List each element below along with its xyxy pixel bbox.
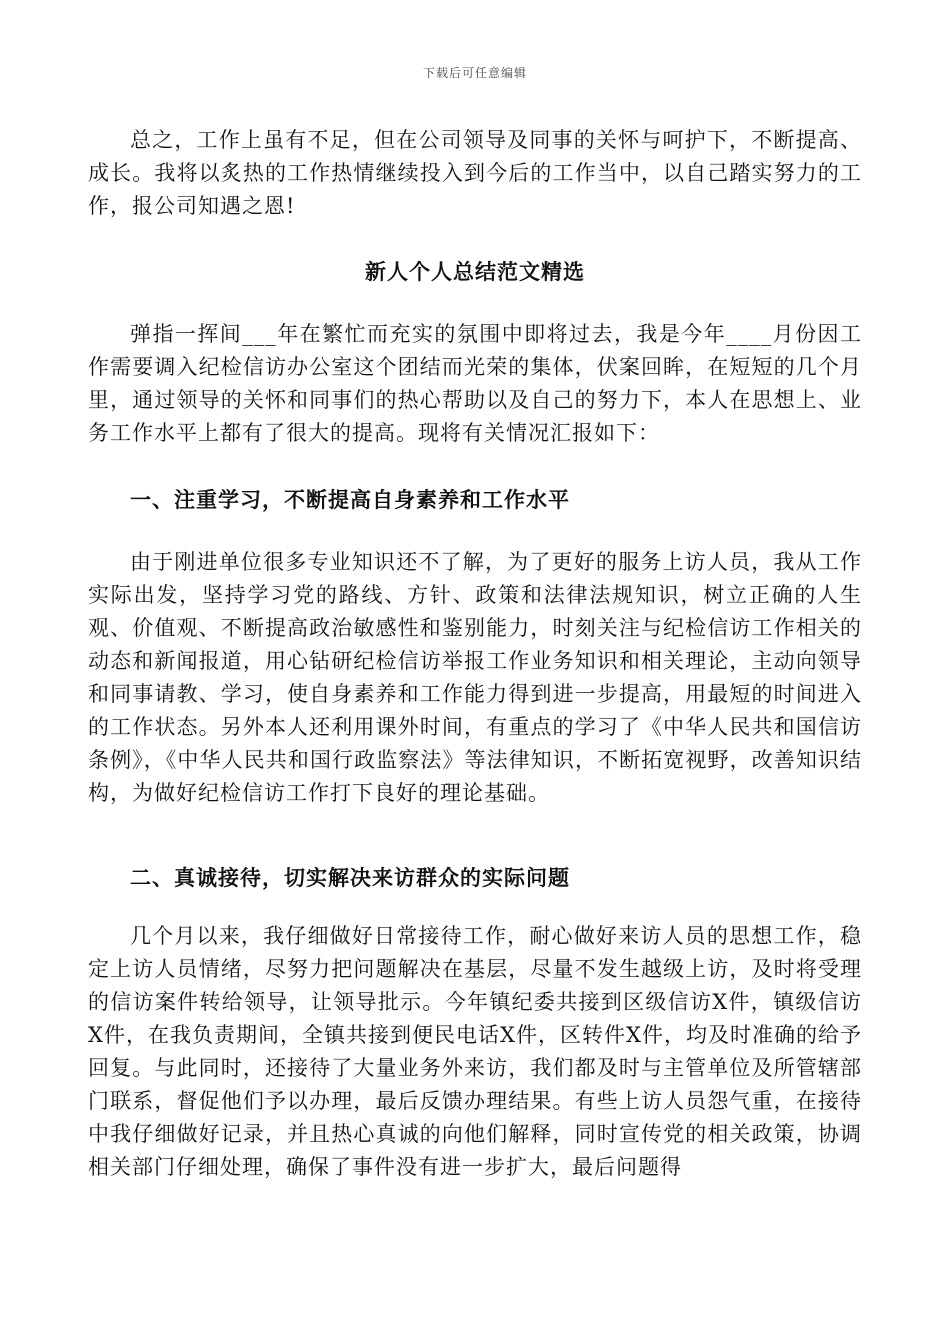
paragraph-reception: 几个月以来，我仔细做好日常接待工作，耐心做好来访人员的思想工作，稳定上访人员情绪，尽努力把问题解决在基层，尽量不发生越级上访，及时将受理的信访案件转给领导，让领导批示。今年镇纪委共接到区级信访X件，镇级信访X件，在我负责期间，全镇共接到便民电话X件，区转件X件，均及时准确的给予回复。与此同时，还接待了大量业务外来访，我们都及时与主管单位及所管辖部门联系，督促他们予以办理，最后反馈办理结果。有些上访人员怨气重，在接待中我仔细做好记录，并且热心真诚的向他们解释，同时宣传党的相关政策，协调相关部门仔细处理，确保了事件没有进一步扩大，最后问题得 (88, 924, 862, 1179)
header-note: 下载后可任意编辑 (422, 66, 527, 80)
paragraph-study: 由于刚进单位很多专业知识还不了解，为了更好的服务上访人员，我从工作实际出发，坚持学习党的路线、方针、政策和法律法规知识，树立正确的人生观、价值观、不断提高政治敏感性和鉴别能力，时刻关注与纪检信访工作相关的动态和新闻报道，用心钻研纪检信访举报工作业务知识和相关理论，主动向领导和同事请教、学习，使自身素养和工作能力得到进一步提高，用最短的时间进入的工作状态。另外本人还利用课外时间，有重点的学习了《中华人民共和国信访条例》，《中华人民共和国行政监察法》等法律知识，不断拓宽视野，改善知识结构，为做好纪检信访工作打下良好的理论基础。 (88, 550, 862, 805)
section-title: 新人个人总结范文精选 (365, 259, 585, 284)
heading-study: 一、注重学习，不断提高自身素养和工作水平 (130, 487, 570, 512)
paragraph-conclusion: 总之，工作上虽有不足，但在公司领导及同事的关怀与呵护下，不断提高、成长。我将以炙热的工作热情继续投入到今后的工作当中，以自己踏实努力的工作，报公司知遇之恩! (88, 128, 862, 218)
heading-reception: 二、真诚接待，切实解决来访群众的实际问题 (130, 865, 570, 890)
paragraph-intro: 弹指一挥间___年在繁忙而充实的氛围中即将过去，我是今年____月份因工作需要调入纪检信访办公室这个团结而光荣的集体，伏案回眸，在短短的几个月里，通过领导的关怀和同事们的热心帮助以及自己的努力下，本人在思想上、业务工作水平上都有了很大的提高。现将有关情况汇报如下： (88, 322, 862, 445)
